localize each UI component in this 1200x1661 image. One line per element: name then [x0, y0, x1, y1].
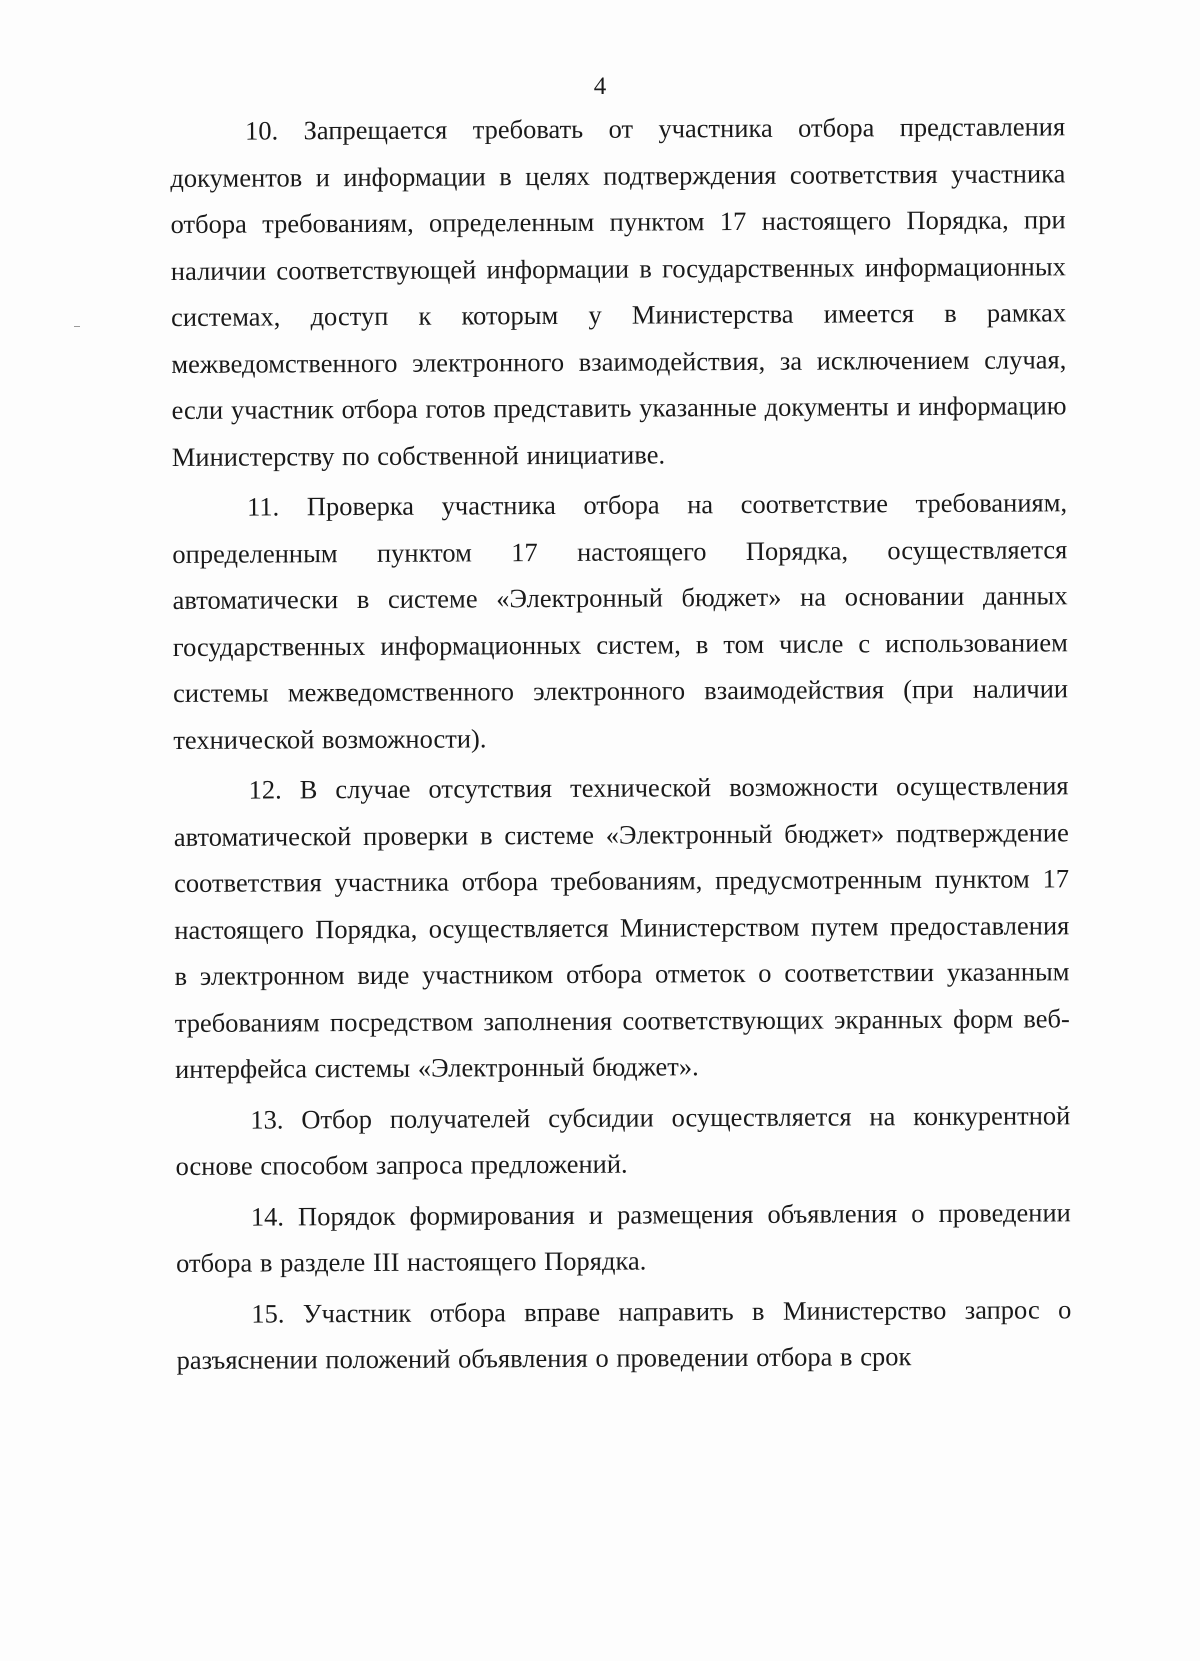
paragraph-15: 15. Участник отбора вправе направить в Министерство запрос о разъяснении положений объявления о проведении отбора в срок — [176, 1293, 1072, 1375]
scan-artifact — [74, 326, 80, 327]
page-number: 4 — [593, 73, 607, 100]
paragraph-13: 13. Отбор получателей субсидии осуществляется на конкурентной основе способом запроса предложений. — [175, 1099, 1071, 1181]
paragraph-10: 10. Запрещается требовать от участника отбора представления документов и информации в целях подтверждения соответствия участника отбора требованиям, определенным пунктом 17 настоящего Порядка, при наличии соответствующей информации в государственных информационных системах, доступ к которым у Министерства имеется в рамках межведомственного электронного взаимодействия, за исключением случая, если участник отбора готов представить указанные документы и информацию Министерству по собственной инициативе. — [170, 111, 1067, 472]
paragraph-12: 12. В случае отсутствия технической возможности осуществления автоматической проверки в системе «Электронный бюджет» подтверждение соответствия участника отбора требованиям, предусмотренным пунктом 17 настоящего Порядка, осуществляется Министерством путем предоставления в электронном виде участником отбора отметок о соответствии указанным требованиям посредством заполнения соответствующих экранных форм веб-интерфейса системы «Электронный бюджет». — [173, 770, 1070, 1084]
paragraph-14: 14. Порядок формирования и размещения объявления о проведении отбора в разделе III настоящего Порядка. — [175, 1196, 1071, 1278]
paragraph-11: 11. Проверка участника отбора на соответствие требованиям, определенным пунктом 17 настоящего Порядка, осуществляется автоматически в системе «Электронный бюджет» на основании данных государственных информационных систем, в том числе с использованием системы межведомственного электронного взаимодействия (при наличии технической возможности). — [172, 487, 1069, 755]
document-body — [170, 103, 1072, 1387]
